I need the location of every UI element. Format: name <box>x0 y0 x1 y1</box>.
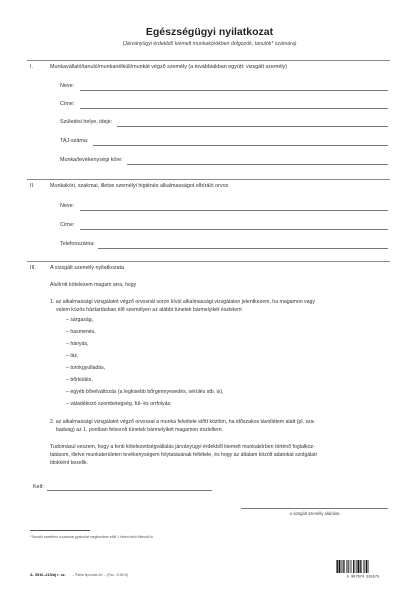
item-1-line-2: velem közös háztartásban élő személyen az alábbi tünetek bármelyikét észlelem: <box>56 307 243 313</box>
form-code: A. 3510–215/új r. sz. <box>30 573 66 577</box>
s1-birth-label: Születési helye, ideje: <box>60 119 113 125</box>
s1-address-label: Címe: <box>60 101 75 107</box>
item-1-line-1: 1. az alkalmassági vizsgálatot végző orvosnál soron kívül alkalmassági vizsgálaton jelentkezem, ha magamon vagy <box>50 299 315 305</box>
s1-taj-field[interactable] <box>93 145 388 146</box>
section-3-heading: A vizsgált személy nyilatkozata <box>50 265 125 271</box>
section-1-heading: Munkavállaló/tanuló/munkanélküli/munkát végző személy (a továbbiakban együtt: vizsgált személy) <box>50 64 288 70</box>
item-2-line-1: 2. az alkalmassági vizsgálatot végző orvossal a munka felvétele előtt közlöm, ha időszakos távollétem alatt (pl. sza- <box>50 419 316 425</box>
document-subtitle: (Járványügyi érdekből kiemelt munkakörökben dolgozók, tanulók* számára) <box>122 41 297 47</box>
s1-job-field[interactable] <box>127 164 388 165</box>
section-3-number: III. <box>30 265 36 271</box>
s1-address-field[interactable] <box>80 108 388 109</box>
symptom-item: – hasmenés, <box>66 329 96 335</box>
signature-label: a vizsgált személy aláírása <box>289 511 340 516</box>
signature-field[interactable] <box>241 508 388 509</box>
symptom-item: – hányás, <box>66 341 89 347</box>
s1-birth-field[interactable] <box>117 126 388 127</box>
symptom-item: – láz, <box>66 353 79 359</box>
footnote-divider <box>30 530 90 531</box>
symptom-item: – torokgyulladás, <box>66 365 106 371</box>
form-code-block <box>30 563 128 581</box>
symptom-item: – sárgaság, <box>66 317 94 323</box>
s2-address-label: Címe: <box>60 222 75 228</box>
section-2-number: II. <box>30 183 35 189</box>
item-2-line-2: badság) az 1. pontban felsorolt tünetek bármelyikét magamon észleltem. <box>56 427 223 433</box>
section-divider <box>27 60 390 61</box>
document-title: Egészségügyi nyilatkozat <box>145 26 274 38</box>
symptom-item: – váladékozó szembetegség, fül- és orrfolyás; <box>66 401 172 407</box>
closing-line-1: Tudomásul veszem, hogy a fenti kötelezettségvállalás járványügyi érdekből kiemelt munkakörben történő foglalkoz- <box>50 444 315 450</box>
s2-address-field[interactable] <box>80 229 388 230</box>
s2-phone-label: Telefonszáma: <box>60 241 95 247</box>
section-3-intro: Alulírott kötelezem magam arra, hogy <box>50 282 137 288</box>
closing-line-2: tatásom, illetve munkaterületen tevékenységem folytatásának feltétele, és hogy az általam közölt adatokat szolgálati <box>50 452 317 458</box>
section-divider <box>27 261 390 262</box>
s1-name-label: Neve: <box>60 83 75 89</box>
barcode <box>334 560 392 578</box>
s2-name-label: Neve: <box>60 203 75 209</box>
closing-line-3: titokként kezelik. <box>50 460 89 466</box>
s1-job-label: Munka/tevékenységi köre: <box>60 157 123 163</box>
section-1-number: I. <box>30 64 33 70</box>
footnote: *Tanulók esetében a szakmai gyakorlat megkezdése előtt 1 héten belül töltendő ki. <box>30 535 155 539</box>
date-label: Kelt: <box>33 484 44 490</box>
barcode-number: 5 997674 325575 <box>346 575 380 578</box>
section-2-heading: Munkaköri, szakmai, illetve személyi higiénés alkalmasságot elbíráló orvos <box>50 183 229 189</box>
symptom-item: – bőrkiütés, <box>66 377 93 383</box>
s2-phone-field[interactable] <box>98 248 388 249</box>
s1-taj-label: TAJ-száma: <box>60 138 89 144</box>
symptom-item: – egyéb bőrelváltozás (a legkisebb bőrgennyesedés, sérülés stb. is), <box>66 389 224 395</box>
s1-name-field[interactable] <box>80 90 388 91</box>
s2-name-field[interactable] <box>80 210 388 211</box>
date-field[interactable] <box>47 490 212 491</box>
section-divider <box>27 179 390 180</box>
publisher: – Pátria Nyomda Zrt. – (Fsz.: 5-96.N) <box>72 573 128 577</box>
